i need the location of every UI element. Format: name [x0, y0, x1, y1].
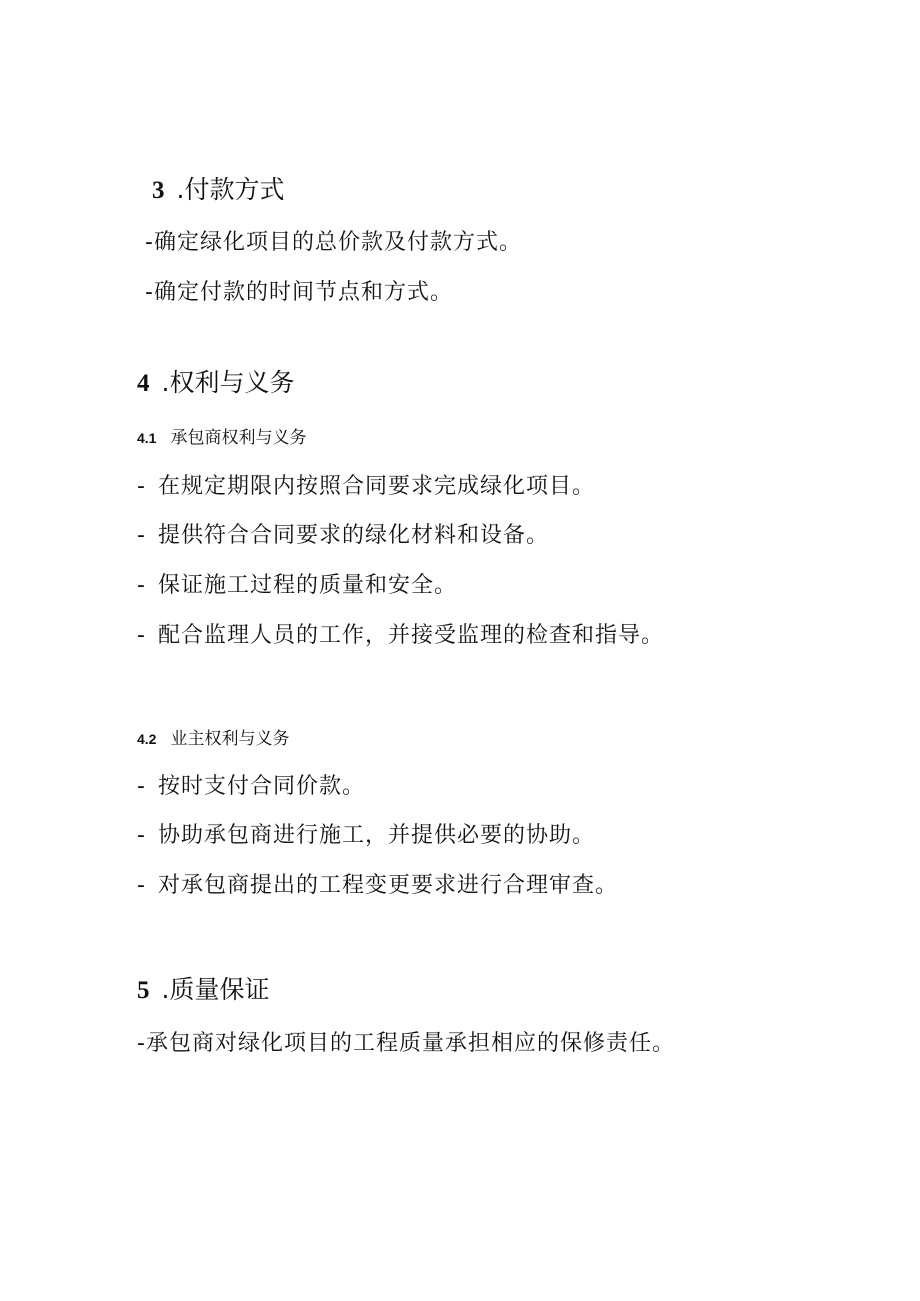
section-5-heading [137, 975, 269, 1006]
section-4-2-item-2 [137, 821, 595, 851]
section-4-number: 4 [137, 370, 150, 397]
section-4-2-number: 4.2 [137, 731, 157, 747]
list-item-text: 对承包商提出的工程变更要求进行合理审查。 [157, 873, 618, 898]
section-4-1-item-3 [137, 571, 457, 601]
list-item-text: 保证施工过程的质量和安全。 [157, 573, 457, 598]
list-item-text: 协助承包商进行施工，并提供必要的协助。 [157, 823, 595, 848]
list-item-text: 在规定期限内按照合同要求完成绿化项目。 [157, 474, 595, 499]
section-3-item-1: -确定绿化项目的总价款及付款方式。 [145, 230, 522, 255]
list-dash: - [137, 823, 146, 848]
list-dash: - [137, 873, 146, 898]
section-4-1-item-4 [137, 621, 664, 651]
list-dash: - [137, 573, 146, 598]
section-4-1-item-2 [137, 521, 549, 551]
list-item-text: 按时支付合同价款。 [157, 774, 365, 799]
section-4-1-number: 4.1 [137, 430, 157, 446]
section-4-1-title: 承包商权利与义务 [170, 428, 307, 448]
list-item-text: 配合监理人员的工作，并接受监理的检查和指导。 [157, 623, 664, 648]
list-dash: - [137, 774, 146, 799]
section-3-heading [152, 175, 284, 206]
list-dash: - [137, 523, 146, 548]
section-5-title: .质量保证 [161, 975, 270, 1004]
section-4-2-heading [137, 728, 289, 750]
section-4-2-item-1 [137, 772, 365, 802]
list-item-text: 提供符合合同要求的绿化材料和设备。 [157, 523, 549, 548]
list-dash: - [137, 623, 146, 648]
section-4-heading [137, 368, 294, 399]
section-3-item-2: -确定付款的时间节点和方式。 [145, 280, 453, 305]
section-5-number: 5 [137, 977, 150, 1004]
list-dash: - [137, 474, 146, 499]
section-3-number: 3 [152, 177, 165, 204]
section-4-2-item-3 [137, 871, 618, 901]
section-3-title: .付款方式 [176, 175, 285, 204]
section-4-1-item-1 [137, 472, 595, 502]
section-4-1-heading [137, 427, 306, 449]
section-4-title: .权利与义务 [161, 368, 295, 397]
section-5-item-1: -承包商对绿化项目的工程质量承担相应的保修责任。 [137, 1031, 675, 1056]
section-4-2-title: 业主权利与义务 [170, 729, 290, 749]
